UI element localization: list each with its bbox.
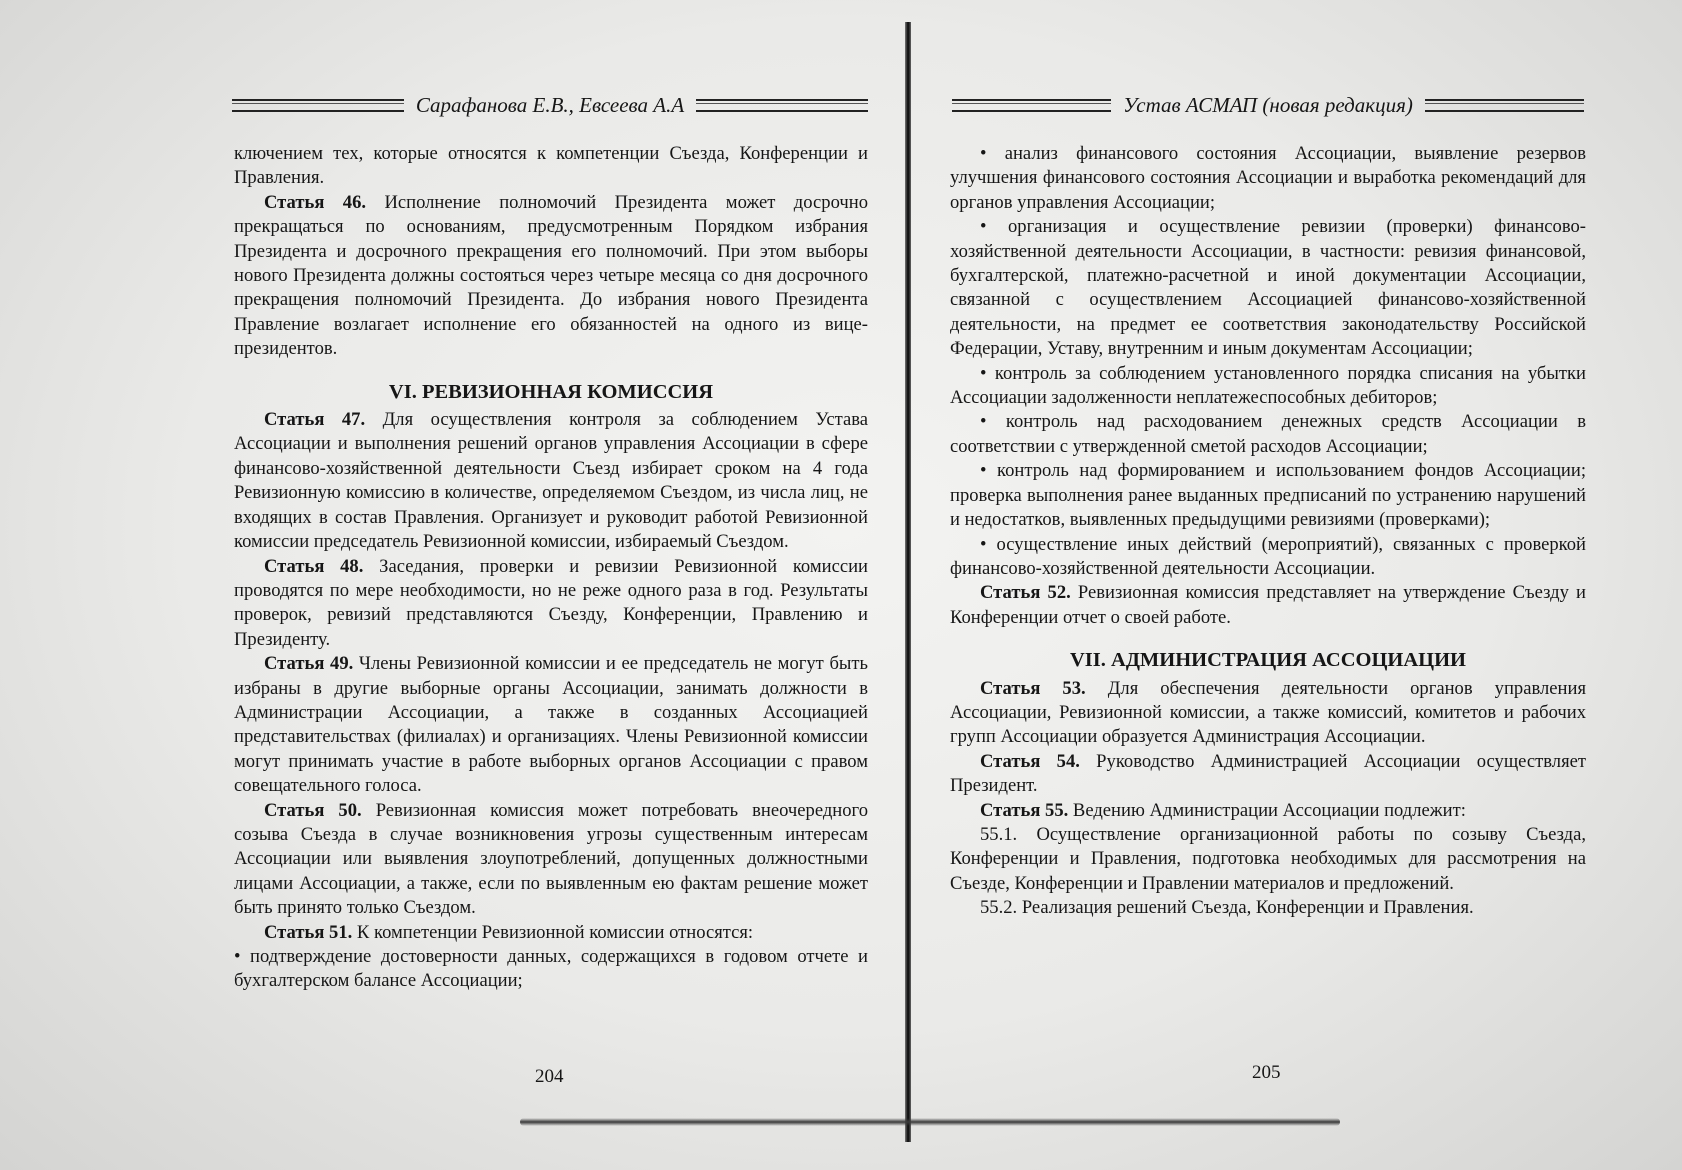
left-running-header [232,88,868,122]
paragraph-text: Исполнение полномочий Президента может досрочно прекращаться по основаниям, предусмотренным Порядком избрания Президента и досрочного прекращения его полномочий. При этом выборы нового Президента должны состояться через четыре месяца со дня досрочного прекращения полномочий Президента. До избрания нового Президента Правление возлагает исполнение его обязанностей на одного из вице-президентов. [234,191,868,360]
paragraph [950,581,1586,630]
paragraph-text: ключением тех, которые относятся к компетенции Съезда, Конференции и Правления. [234,143,868,189]
book-gutter [905,22,911,1142]
paragraph [950,215,1586,361]
paragraph [950,677,1586,750]
paragraph-text: • контроль за соблюдением установленного порядка списания на убытки Ассоциации задолженности неплатежеспособных дебиторов; [950,362,1586,409]
paragraph [234,191,868,362]
paragraph-text: Члены Ревизионной комиссии и ее председатель не могут быть избраны в другие выборные органы Ассоциации, занимать должности в Администрации Ассоциации, а также в созданных Ассоциацией представительствах (филиалах) и организациях. Члены Ревизионной комиссии могут принимать участие в работе выборных органов Ассоциации с правом совещательного голоса. [234,653,868,797]
article-lead: Статья 46. [264,191,367,213]
page-number: 205 [1252,1062,1281,1083]
article-lead: Статья 52. [980,582,1071,604]
paragraph [950,799,1586,823]
paragraph-text: • контроль над формированием и использованием фондов Ассоциации; проверка выполнения ранее выданных предписаний по устранению нарушений и недостатков, выявленных предыдущими ревизиями (проверками); [950,460,1586,531]
article-lead: Статья 47. [264,409,366,431]
article-lead: Статья 48. [264,555,364,577]
paragraph-text: • подтверждение достоверности данных, содержащихся в годовом отчете и бухгалтерском балансе Ассоциации; [234,946,868,992]
article-lead: Статья 55. [980,799,1069,821]
article-lead: Статья 53. [980,677,1086,699]
paragraph [234,921,868,945]
paragraph-text: 55.1. Осуществление организационной работы по созыву Съезда, Конференции и Правления, подготовка необходимых для рассмотрения на Съезде, Конференции и Правлении материалов и предложений. [950,823,1586,894]
paragraph [950,823,1586,896]
paragraph [234,652,868,798]
header-rule-left [952,99,1111,112]
right-running-header [952,88,1584,122]
paragraph-text: К компетенции Ревизионной комиссии относятся: [352,921,754,943]
paragraph-text: • анализ финансового состояния Ассоциации, выявление резервов улучшения финансового состояния Ассоциации и выработка рекомендаций для органов управления Ассоциации; [950,143,1586,213]
paragraph-text: Заседания, проверки и ревизии Ревизионной комиссии проводятся по мере необходимости, но не реже одного раза в год. Результаты проверок, ревизий представляются Съезду, Конференции, Правлению и Президенту. [234,555,868,650]
right-header-title: Устав АСМАП (новая редакция) [1123,92,1413,117]
paragraph-text: 55.2. Реализация решений Съезда, Конференции и Правления. [980,897,1474,919]
page-number: 204 [535,1066,564,1087]
paragraph [950,459,1586,532]
paragraph-text: Ведению Администрации Ассоциации подлежит: [1068,799,1466,821]
paragraph-text: Ревизионная комиссия может потребовать внеочередного созыва Съезда в случае возникновения угрозы существенным интересам Ассоциации или выявления злоупотреблений, допущенных должностными лицами Ассоциации, а также, если по выявленным ею фактам решение может быть принято только Съездом. [234,799,869,919]
paragraph-text: • организация и осуществление ревизии (проверки) финансово-хозяйственной деятельности Ассоциации, в частности: ревизия финансовой, бухгалтерской, платежно-расчетной и иной документации Ассоциации, связанной с осуществлением Ассоциацией финансово-хозяйственной деятельности, на предмет ее соответствия законодательству Российской Федерации, Уставу, внутренним и иным документам Ассоциации; [950,216,1586,360]
paragraph [950,896,1586,920]
paragraph [234,945,868,994]
header-rule-right [696,99,868,112]
paragraph-text: • контроль над расходованием денежных средств Ассоциации в соответствии с утвержденной сметой расходов Ассоциации; [950,411,1586,457]
paragraph [950,410,1586,459]
paragraph [234,408,868,554]
header-rule-right [1425,99,1584,112]
section-title: VI. РЕВИЗИОННАЯ КОМИССИЯ [388,380,714,403]
paragraph [950,142,1586,215]
header-rule-left [232,99,404,112]
article-lead: Статья 51. [264,921,353,943]
left-header-title: Сарафанова Е.В., Евсеева А.А [415,92,685,117]
section-title: VII. АДМИНИСТРАЦИЯ АССОЦИАЦИИ [1070,649,1466,672]
paragraph [950,750,1586,799]
paragraph [950,533,1586,582]
article-lead: Статья 49. [264,653,354,675]
paragraph-text: Ревизионная комиссия представляет на утверждение Съезду и Конференции отчет о своей работе. [950,582,1587,628]
paragraph [234,799,868,921]
paragraph-text: Для обеспечения деятельности органов управления Ассоциации, Ревизионной комиссии, а также комиссий, комитетов и рабочих групп Ассоциации образуется Администрация Ассоциации. [950,677,1586,748]
paragraph [950,362,1586,411]
paragraph [234,555,868,653]
article-lead: Статья 54. [980,750,1080,772]
paragraph [234,142,868,191]
paragraph-text: Для осуществления контроля за соблюдением Устава Ассоциации и выполнения решений органов управления Ассоциации в сфере финансово-хозяйственной деятельности Съезд избирает сроком на 4 года Ревизионную комиссию в количестве, определяемом Съездом, из числа лиц, не входящих в состав Правления. Организует и руководит работой Ревизионной комиссии председатель Ревизионной комиссии, избираемый Съездом. [234,409,868,553]
article-lead: Статья 50. [264,799,362,821]
right-body-text [950,142,1586,921]
paragraph-text: Руководство Администрацией Ассоциации осуществляет Президент. [950,750,1586,797]
left-body-text [234,142,868,994]
right-page [912,0,1682,1170]
paragraph-text: • осуществление иных действий (мероприятий), связанных с проверкой финансово-хозяйственной деятельности Ассоциации. [950,533,1586,579]
